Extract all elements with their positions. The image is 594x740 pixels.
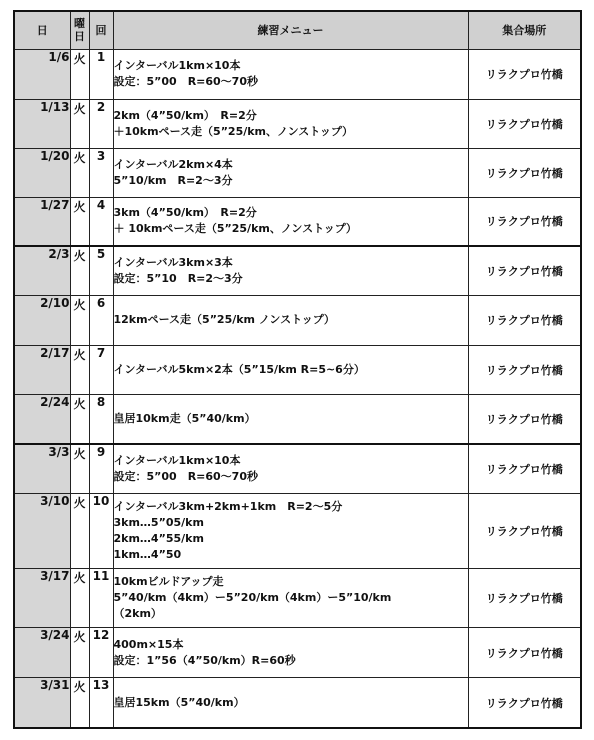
row-menu <box>113 628 468 678</box>
row-weekday: 火 <box>70 246 89 295</box>
header-weekday <box>70 11 89 49</box>
row-date: 3/31 <box>14 678 70 728</box>
menu-line: 10kmビルドアップ走 <box>113 575 224 589</box>
row-session-number: 5 <box>89 246 113 295</box>
row-menu <box>113 494 468 569</box>
schedule-row <box>14 295 581 345</box>
row-weekday: 火 <box>70 49 89 99</box>
header-count: 回 <box>89 11 113 49</box>
row-weekday: 火 <box>70 678 89 728</box>
row-menu <box>113 49 468 99</box>
row-session-number: 1 <box>89 49 113 99</box>
row-menu <box>113 148 468 197</box>
row-meeting-place: リラクプロ竹橋 <box>468 345 581 394</box>
menu-line: 2km…4”55/km <box>113 532 204 546</box>
menu-line: 設定：1”56（4”50/km）R=60秒 <box>113 653 296 667</box>
row-menu <box>113 678 468 728</box>
row-weekday: 火 <box>70 444 89 494</box>
row-weekday: 火 <box>70 628 89 678</box>
header-date: 日 <box>14 11 70 49</box>
row-weekday: 火 <box>70 148 89 197</box>
row-menu <box>113 345 468 394</box>
row-session-number: 13 <box>89 678 113 728</box>
row-weekday: 火 <box>70 394 89 443</box>
schedule-row <box>14 148 581 197</box>
row-date: 3/24 <box>14 628 70 678</box>
row-meeting-place: リラクプロ竹橋 <box>468 569 581 628</box>
schedule-row <box>14 99 581 148</box>
menu-line: 1km…4”50 <box>113 548 182 562</box>
row-meeting-place: リラクプロ竹橋 <box>468 628 581 678</box>
row-meeting-place: リラクプロ竹橋 <box>468 148 581 197</box>
training-schedule-table <box>13 10 582 729</box>
row-weekday: 火 <box>70 345 89 394</box>
row-meeting-place: リラクプロ竹橋 <box>468 394 581 443</box>
row-weekday: 火 <box>70 295 89 345</box>
row-session-number: 12 <box>89 628 113 678</box>
menu-line: 3km（4”50/km） R=2分 <box>113 206 257 220</box>
row-date: 1/20 <box>14 148 70 197</box>
row-menu <box>113 246 468 295</box>
menu-line: ＋ 10kmペース走（5”25/km、ノンストップ） <box>113 222 357 236</box>
row-meeting-place: リラクプロ竹橋 <box>468 99 581 148</box>
menu-line: 12kmペース走（5”25/km ノンストップ） <box>113 313 335 327</box>
row-menu <box>113 197 468 246</box>
header-place: 集合場所 <box>468 11 581 49</box>
row-meeting-place: リラクプロ竹橋 <box>468 494 581 569</box>
row-meeting-place: リラクプロ竹橋 <box>468 49 581 99</box>
menu-line: 皇居15km（5”40/km） <box>113 695 245 709</box>
row-menu <box>113 569 468 628</box>
row-session-number: 11 <box>89 569 113 628</box>
menu-line: 5”10/km R=2〜3分 <box>113 173 233 187</box>
row-menu <box>113 99 468 148</box>
menu-line: 皇居10km走（5”40/km） <box>113 411 256 425</box>
row-meeting-place: リラクプロ竹橋 <box>468 678 581 728</box>
menu-line: インターバル2km×4本 <box>113 157 233 171</box>
row-date: 2/24 <box>14 394 70 443</box>
menu-line: 2km（4”50/km） R=2分 <box>113 108 257 122</box>
row-date: 1/27 <box>14 197 70 246</box>
menu-line: 設定：5”10 R=2〜3分 <box>113 272 243 286</box>
row-session-number: 10 <box>89 494 113 569</box>
menu-line: 5”40/km（4km）ー5”20/km（4km）ー5”10/km <box>113 591 392 605</box>
schedule-row <box>14 246 581 295</box>
row-meeting-place: リラクプロ竹橋 <box>468 295 581 345</box>
row-date: 3/3 <box>14 444 70 494</box>
schedule-row <box>14 628 581 678</box>
row-menu <box>113 394 468 443</box>
schedule-row <box>14 494 581 569</box>
row-weekday: 火 <box>70 99 89 148</box>
row-date: 3/17 <box>14 569 70 628</box>
menu-line: インターバル3km+2km+1km R=2〜5分 <box>113 500 343 514</box>
header-row <box>14 11 581 49</box>
row-date: 2/17 <box>14 345 70 394</box>
menu-line: 設定：5”00 R=60〜70秒 <box>113 469 258 483</box>
menu-line: インターバル1km×10本 <box>113 59 241 73</box>
schedule-row <box>14 394 581 443</box>
menu-line: 設定：5”00 R=60〜70秒 <box>113 75 258 89</box>
row-session-number: 4 <box>89 197 113 246</box>
row-weekday: 火 <box>70 197 89 246</box>
row-menu <box>113 444 468 494</box>
schedule-row <box>14 678 581 728</box>
row-meeting-place: リラクプロ竹橋 <box>468 246 581 295</box>
row-menu <box>113 295 468 345</box>
row-session-number: 2 <box>89 99 113 148</box>
row-session-number: 9 <box>89 444 113 494</box>
row-date: 1/6 <box>14 49 70 99</box>
header-weekday-line2: 日 <box>74 30 85 44</box>
row-date: 1/13 <box>14 99 70 148</box>
menu-line: ＋10kmペース走（5”25/km、ノンストップ） <box>113 124 354 138</box>
header-weekday-line1: 曜 <box>74 17 85 31</box>
schedule-row <box>14 569 581 628</box>
menu-line: 3km…5”05/km <box>113 516 204 530</box>
row-meeting-place: リラクプロ竹橋 <box>468 444 581 494</box>
row-session-number: 7 <box>89 345 113 394</box>
row-date: 2/10 <box>14 295 70 345</box>
header-menu: 練習メニュー <box>113 11 468 49</box>
menu-line: インターバル3km×3本 <box>113 256 233 270</box>
row-session-number: 8 <box>89 394 113 443</box>
schedule-row <box>14 49 581 99</box>
row-date: 2/3 <box>14 246 70 295</box>
menu-line: （2km） <box>113 607 162 621</box>
schedule-row <box>14 444 581 494</box>
row-session-number: 6 <box>89 295 113 345</box>
row-meeting-place: リラクプロ竹橋 <box>468 197 581 246</box>
row-session-number: 3 <box>89 148 113 197</box>
schedule-row <box>14 345 581 394</box>
menu-line: 400m×15本 <box>113 637 184 651</box>
row-weekday: 火 <box>70 569 89 628</box>
menu-line: インターバル1km×10本 <box>113 453 241 467</box>
row-weekday: 火 <box>70 494 89 569</box>
menu-line: インターバル5km×2本（5”15/km R=5~6分） <box>113 362 365 376</box>
row-date: 3/10 <box>14 494 70 569</box>
schedule-row <box>14 197 581 246</box>
